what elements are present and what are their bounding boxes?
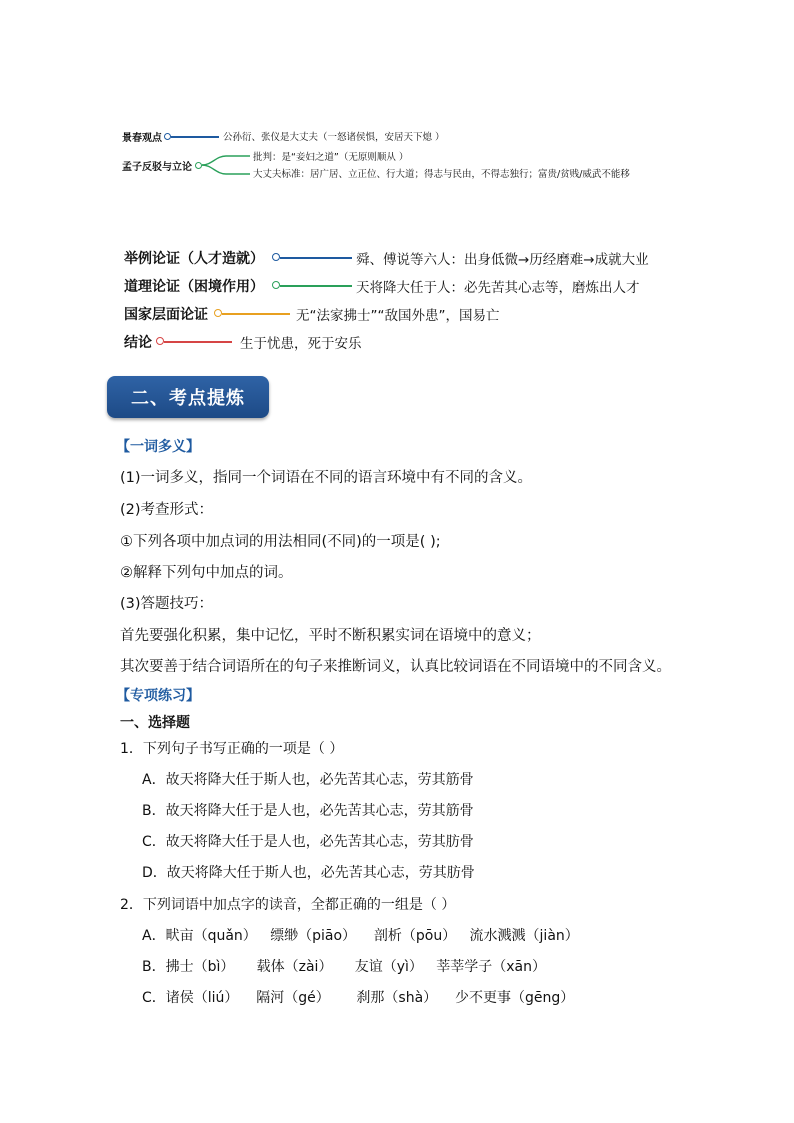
section-banner: 二、考点提炼 bbox=[107, 376, 269, 418]
row2-connector bbox=[280, 285, 352, 287]
section1-p7: 其次要善于结合词语所在的句子来推断词义，认真比较词语在不同语境中的不同含义。 bbox=[120, 659, 671, 675]
question-1: 1．下列句子书写正确的一项是（ ） bbox=[120, 741, 344, 757]
section1-p3: ①下列各项中加点词的用法相同(不同)的一项是( ); bbox=[120, 534, 441, 550]
section1-p1: (1)一词多义，指同一个词语在不同的语言环境中有不同的含义。 bbox=[120, 470, 533, 486]
jing-text: 公孙衍、张仪是大丈夫（一怒诸侯惧，安居天下熄 ） bbox=[223, 132, 445, 143]
mindmap-large bbox=[124, 248, 684, 352]
row4-text: 生于忧患，死于安乐 bbox=[240, 336, 362, 352]
row4-label: 结论 bbox=[124, 335, 152, 351]
mindmap-small bbox=[122, 129, 682, 181]
section1-heading: 【一词多义】 bbox=[116, 439, 200, 455]
row3-text: 无“法家拂士”“敌国外患”，国易亡 bbox=[296, 308, 500, 324]
row1-node-icon bbox=[272, 253, 280, 261]
row4-connector bbox=[164, 341, 232, 343]
question-1-option-c: C．故天将降大任于是人也，必先苦其心志，劳其肪骨 bbox=[142, 834, 474, 850]
meng-branch-lines bbox=[202, 149, 252, 181]
question-1-option-a: A．故天将降大任于斯人也，必先苦其心志，劳其筋骨 bbox=[142, 772, 474, 788]
question-1-option-b: B．故天将降大任于是人也，必先苦其心志，劳其筋骨 bbox=[142, 803, 474, 819]
question-1-option-d: D．故天将降大任于斯人也，必先苦其心志，劳其肪骨 bbox=[142, 865, 475, 881]
question-2-option-c: C．诸侯（liú） 隔河（gé） 刹那（shà） 少不更事（gēng） bbox=[142, 990, 575, 1006]
section1-p4: ②解释下列句中加点的词。 bbox=[120, 565, 293, 581]
section2-subheading: 一、选择题 bbox=[120, 715, 190, 731]
section1-p5: (3)答题技巧： bbox=[120, 596, 214, 612]
row2-node-icon bbox=[272, 281, 280, 289]
meng-branch-1: 批判：是“妾妇之道”（无原则顺从 ） bbox=[253, 152, 409, 163]
jing-label: 景春观点 bbox=[122, 133, 162, 144]
row3-node-icon bbox=[214, 309, 222, 317]
meng-label: 孟子反驳与立论 bbox=[122, 162, 192, 173]
question-2-option-b: B．拂士（bì） 载体（zài） 友谊（yì） 莘莘学子（xān） bbox=[142, 959, 546, 975]
row4-node-icon bbox=[156, 337, 164, 345]
question-2: 2．下列词语中加点字的读音，全都正确的一组是（ ） bbox=[120, 897, 456, 913]
row1-label: 举例论证（人才造就） bbox=[124, 251, 264, 267]
row2-text: 天将降大任于人：必先苦其心志等，磨炼出人才 bbox=[356, 280, 640, 296]
meng-branch-2: 大丈夫标准：居广居、立正位、行大道；得志与民由，不得志独行；富贵/贫贱/威武不能移 bbox=[253, 169, 630, 180]
section2-heading: 【专项练习】 bbox=[116, 688, 200, 704]
row3-connector bbox=[222, 313, 290, 315]
meng-node-icon bbox=[195, 162, 202, 169]
jing-node-icon bbox=[164, 133, 171, 140]
jing-connector bbox=[171, 136, 219, 138]
section1-p2: (2)考查形式： bbox=[120, 502, 214, 518]
row1-connector bbox=[280, 257, 352, 259]
question-2-option-a: A．畎亩（quǎn） 缥缈（piāo） 剖析（pōu） 流水溅溅（jiàn） bbox=[142, 928, 579, 944]
section1-p6: 首先要强化积累，集中记忆，平时不断积累实词在语境中的意义； bbox=[120, 628, 541, 644]
row1-text: 舜、傅说等六人：出身低微→历经磨难→成就大业 bbox=[356, 252, 649, 268]
row2-label: 道理论证（困境作用） bbox=[124, 279, 264, 295]
row3-label: 国家层面论证 bbox=[124, 307, 208, 323]
